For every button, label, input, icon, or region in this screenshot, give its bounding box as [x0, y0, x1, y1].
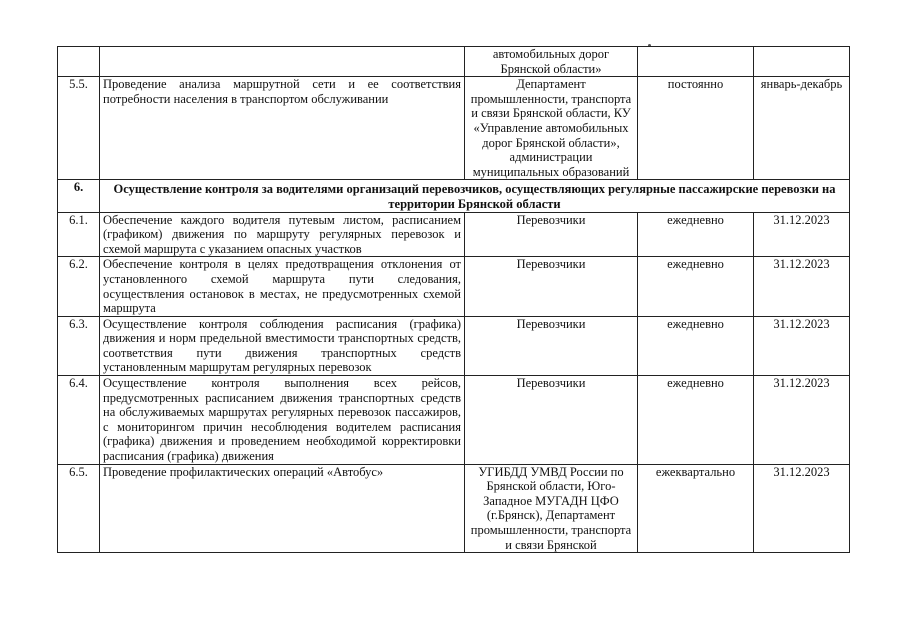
frequency: ежеквартально — [638, 464, 754, 553]
row-number: 6.4. — [58, 376, 100, 465]
measure-description: Обеспечение каждого водителя путевым листом, расписанием (графиком) движения по маршруту регулярных перевозок и схемой маршрута с указанием опасных участков — [100, 212, 465, 257]
deadline: 31.12.2023 — [754, 376, 850, 465]
measure-description: Проведение профилактических операций «Автобус» — [100, 464, 465, 553]
frequency: ежедневно — [638, 316, 754, 375]
frequency: ежедневно — [638, 212, 754, 257]
deadline: 31.12.2023 — [754, 212, 850, 257]
executor: Перевозчики — [465, 212, 638, 257]
table-row — [58, 47, 850, 77]
measure-description: Проведение анализа маршрутной сети и ее соответствия потребности населения в транспортом обслуживании — [100, 77, 465, 180]
executor: Перевозчики — [465, 316, 638, 375]
section-header-row — [58, 180, 850, 212]
measure-description: Обеспечение контроля в целях предотвращения отклонения от установленного схемой маршрута пути следования, осуществления остановок в местах, не предусмотренных схемой маршрута — [100, 257, 465, 316]
row-number — [58, 47, 100, 77]
table-row — [58, 212, 850, 257]
row-number: 6.5. — [58, 464, 100, 553]
executor: УГИБДД УМВД России по Брянской области, Юго-Западное МУГАДН ЦФО (г.Брянск), Департамент промышленности, транспорта и связи Брянской — [465, 464, 638, 553]
row-number: 6.2. — [58, 257, 100, 316]
frequency — [638, 47, 754, 77]
measure-description: Осуществление контроля соблюдения расписания (графика) движения и норм предельной вместимости транспортных средств, соответствия пути движения транспортных средств установленным маршрутам регулярных перевозок — [100, 316, 465, 375]
row-number: 5.5. — [58, 77, 100, 180]
table-row — [58, 77, 850, 180]
row-number: 6.1. — [58, 212, 100, 257]
executor: Перевозчики — [465, 376, 638, 465]
row-number: 6.3. — [58, 316, 100, 375]
executor: автомобильных дорог Брянской области» — [465, 47, 638, 77]
measures-table — [57, 46, 850, 553]
table-row — [58, 376, 850, 465]
frequency: ежедневно — [638, 376, 754, 465]
deadline — [754, 47, 850, 77]
table-row — [58, 257, 850, 316]
frequency: постоянно — [638, 77, 754, 180]
section-number: 6. — [58, 180, 100, 212]
executor: Перевозчики — [465, 257, 638, 316]
table-row — [58, 316, 850, 375]
executor: Департамент промышленности, транспорта и связи Брянской области, КУ «Управление автомобильных дорог Брянской области», администрации муниципальных образований — [465, 77, 638, 180]
deadline: 31.12.2023 — [754, 257, 850, 316]
deadline: 31.12.2023 — [754, 464, 850, 553]
section-title: Осуществление контроля за водителями организаций перевозчиков, осуществляющих регулярные пассажирские перевозки на территории Брянской области — [100, 180, 850, 212]
measure-description: Осуществление контроля выполнения всех рейсов, предусмотренных расписанием движения транспортных средств на обслуживаемых маршрутах регулярных перевозок пассажиров, с мониторингом причин несоблюдения водителем расписания (графика) движения и проведением необходимой корректировки расписания (графика) движения — [100, 376, 465, 465]
frequency: ежедневно — [638, 257, 754, 316]
deadline: январь-декабрь — [754, 77, 850, 180]
table-row — [58, 464, 850, 553]
measure-description — [100, 47, 465, 77]
deadline: 31.12.2023 — [754, 316, 850, 375]
